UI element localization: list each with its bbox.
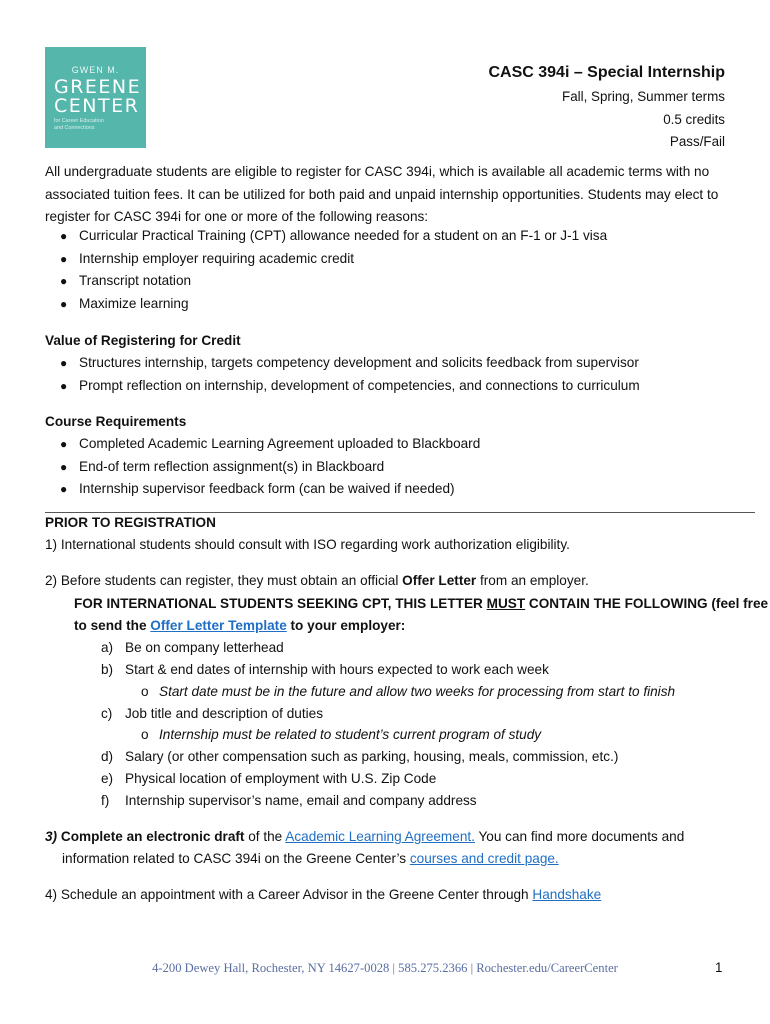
- letter-subitem-program: o Internship must be related to student’s current program of study: [141, 727, 542, 742]
- logo-line-1: GREENE: [54, 76, 142, 98]
- value-heading: Value of Registering for Credit: [45, 333, 241, 348]
- offer-letter-template-link[interactable]: Offer Letter Template: [150, 618, 287, 633]
- list-item: ● Maximize learning: [60, 295, 189, 311]
- list-item: ● Transcript notation: [60, 273, 192, 289]
- letter-item-e: e) Physical location of employment with U.S. Zip Code: [101, 771, 437, 786]
- course-title: CASC 394i – Special Internship: [488, 64, 725, 81]
- logo-small-text: GWEN M.: [71, 65, 120, 75]
- page-number: 1: [715, 960, 723, 975]
- handshake-link[interactable]: Handshake: [532, 887, 602, 902]
- course-grading: Pass/Fail: [669, 134, 725, 149]
- reasons-list: [60, 225, 607, 315]
- list-item: ● Prompt reflection on internship, development of competencies, and connections to curriculum: [60, 377, 640, 393]
- step-2: 2) Before students can register, they must obtain an official Offer Letter from an employer.: [45, 573, 589, 588]
- list-item: ● End-of term reflection assignment(s) in Blackboard: [60, 458, 385, 474]
- greene-center-logo: [45, 47, 146, 148]
- letter-subitem-start-date: o Start date must be in the future and allow two weeks for processing from start to finish: [141, 684, 676, 699]
- step-3-line-1: 3) Complete an electronic draft of the Academic Learning Agreement. You can find more documents and: [45, 829, 685, 844]
- prior-heading: PRIOR TO REGISTRATION: [45, 515, 216, 530]
- letter-item-f: f) Internship supervisor’s name, email and company address: [101, 793, 477, 808]
- step-1: 1) International students should consult with ISO regarding work authorization eligibility.: [45, 537, 570, 552]
- logo-sub-2: and Connections: [54, 125, 95, 131]
- step-3-line-2: information related to CASC 394i on the Greene Center’s courses and credit page.: [62, 851, 559, 866]
- course-credits: 0.5 credits: [663, 112, 725, 127]
- intro-paragraph: All undergraduate students are eligible to register for CASC 394i, which is available all academic terms with no associated tuition fees. It can be utilized for both paid and unpaid internship opportunities. Students may elect to register for CASC 394i for one or more of the following reasons:: [45, 164, 719, 225]
- course-terms: Fall, Spring, Summer terms: [562, 89, 725, 104]
- list-item: ● Completed Academic Learning Agreement uploaded to Blackboard: [60, 436, 481, 451]
- intl-note-line-1: FOR INTERNATIONAL STUDENTS SEEKING CPT, THIS LETTER MUST CONTAIN THE FOLLOWING (feel free: [74, 596, 769, 611]
- list-item: ● Curricular Practical Training (CPT) allowance needed for a student on an F-1 or J-1 visa: [60, 228, 608, 243]
- requirements-list: [60, 433, 480, 501]
- list-item: ● Internship supervisor feedback form (can be waived if needed): [60, 481, 455, 497]
- letter-item-a: a) Be on company letterhead: [101, 640, 284, 655]
- list-item: ● Internship employer requiring academic credit: [60, 250, 355, 266]
- courses-credit-page-link[interactable]: courses and credit page.: [409, 851, 559, 866]
- logo-sub-1: for Career Education: [54, 118, 104, 124]
- step-4: 4) Schedule an appointment with a Career Advisor in the Greene Center through Handshake: [45, 887, 602, 902]
- letter-item-b: b) Start & end dates of internship with hours expected to work each week: [101, 662, 549, 677]
- letter-item-c: c) Job title and description of duties: [101, 706, 323, 721]
- intl-note-line-2: to send the Offer Letter Template to your employer:: [74, 618, 406, 633]
- logo-line-2: CENTER: [54, 95, 140, 117]
- footer-address: 4-200 Dewey Hall, Rochester, NY 14627-0028 | 585.275.2366 | Rochester.edu/CareerCenter: [152, 961, 618, 975]
- list-item: ● Structures internship, targets competency development and solicits feedback from supervisor: [60, 355, 639, 370]
- value-list: [60, 352, 640, 397]
- academic-learning-agreement-link[interactable]: Academic Learning Agreement.: [285, 829, 475, 844]
- letter-item-d: d) Salary (or other compensation such as parking, housing, meals, commission, etc.): [101, 749, 619, 764]
- requirements-heading: Course Requirements: [45, 414, 187, 429]
